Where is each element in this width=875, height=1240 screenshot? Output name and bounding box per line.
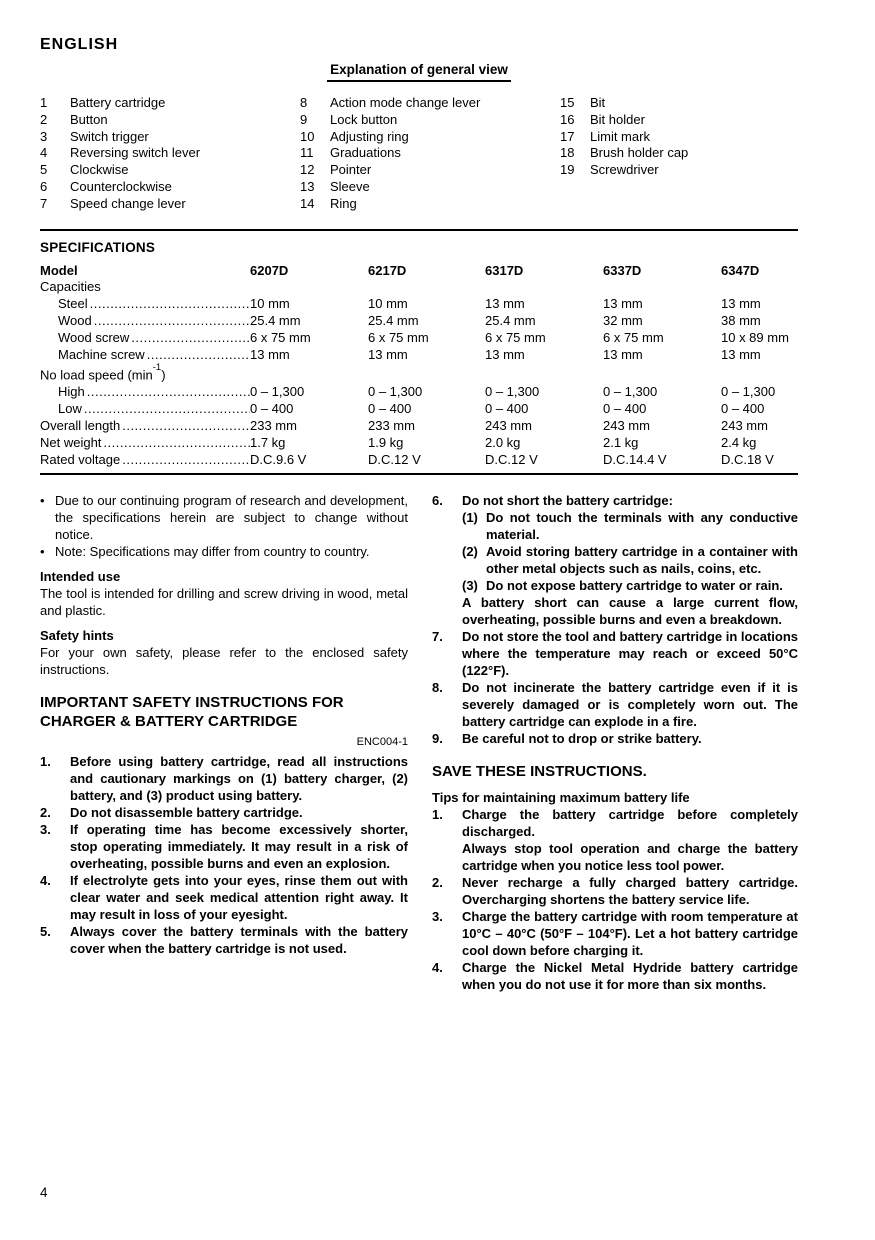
spec-value: 0 – 400 [603,401,647,417]
sub-item-number: (3) [462,577,478,593]
spec-row-label [40,418,250,435]
legend-label: Ring [330,195,357,211]
spec-row [40,296,798,313]
spec-row [40,418,798,435]
legend-number: 13 [300,178,315,194]
spec-value: 25.4 mm [368,313,419,329]
legend-item [300,162,560,179]
spec-value: 6 x 75 mm [250,330,311,346]
numbered-item [40,821,408,872]
item-body [70,804,408,821]
spec-row [40,401,798,418]
legend-number: 7 [40,195,48,211]
spec-row-label [40,263,250,280]
legend-column [300,95,560,213]
spec-value: 10 mm [368,296,408,312]
legend-label: Bit [590,95,606,110]
spec-label-text: High [58,384,85,400]
section-heading: SAVE THESE INSTRUCTIONS. [432,762,647,780]
spec-label-text: Steel [58,296,88,312]
spec-row-label [40,401,250,418]
item-body [70,821,408,872]
legend-item [560,112,798,129]
spec-value: 2.4 kg [721,434,757,450]
bullet-icon: • [40,543,45,559]
legend-item [300,145,560,162]
spec-row-label [40,330,250,347]
legend-item [40,179,300,196]
legend-item [40,129,300,146]
spec-value: 25.4 mm [485,313,536,329]
spec-value: 243 mm [485,418,532,434]
item-paragraph: Never recharge a fully charged battery cartridge. Overcharging shortens the battery service life. [462,874,798,907]
spec-value: 2.0 kg [485,434,521,450]
item-body [462,874,798,908]
numbered-item [40,872,408,923]
legend-label: Switch trigger [70,128,149,144]
numbered-item [432,908,798,959]
legend-label: Brush holder cap [590,145,689,161]
spec-value: 10 x 89 mm [721,330,789,346]
legend-item [40,145,300,162]
item-number: 1. [432,806,443,822]
spec-value: 243 mm [603,418,650,434]
spec-value: 10 mm [250,296,290,312]
legend-label: Lock button [330,111,398,127]
legend-item [300,129,560,146]
page-number: 4 [40,1185,48,1200]
general-view-title-row [40,61,798,82]
item-body [462,806,798,874]
legend-item [300,179,560,196]
spec-value: 243 mm [721,418,768,434]
spec-row-label [40,452,250,469]
specifications-table [40,263,798,469]
spec-value: 0 – 400 [485,401,529,417]
spec-value: 0 – 400 [368,401,412,417]
spec-row-label [40,313,250,330]
legend-column [560,95,798,213]
spec-model-name: 6217D [368,262,407,278]
spec-value: 13 mm [603,296,643,312]
spec-value: D.C.12 V [485,451,538,467]
item-number: 7. [432,628,443,644]
item-body [462,730,798,747]
spec-label-superscript: -1 [152,361,162,373]
spec-row [40,330,798,347]
left-column [40,492,408,993]
spec-value: 32 mm [603,313,643,329]
spec-label-text: Wood [58,313,92,329]
item-number: 2. [40,804,51,820]
legend-number: 15 [560,95,575,110]
spec-value: 0 – 1,300 [721,384,776,400]
spec-label-text: Overall length [40,418,121,434]
spec-header-row [40,263,798,280]
legend-item [300,95,560,112]
dot-leader [90,296,250,313]
item-number: 1. [40,753,51,769]
sub-item [462,509,798,543]
spec-label-text: Machine screw [58,347,145,363]
dot-leader [84,401,250,418]
legend-number: 12 [300,162,315,178]
numbered-item [432,628,798,679]
spec-value: 13 mm [603,347,643,363]
legend-item [560,129,798,146]
spec-value: 0 – 1,300 [603,384,658,400]
legend-label: Sleeve [330,178,370,194]
numbered-item [432,806,798,874]
item-body [462,492,798,628]
bullet-text: Note: Specifications may differ from country to country. [55,543,370,559]
spec-model-name: 6317D [485,262,524,278]
spec-row-label [40,296,250,313]
item-body [462,908,798,959]
legend-label: Speed change lever [70,195,186,211]
item-paragraph: Charge the battery cartridge with room temperature at 10°C – 40°C (50°F – 104°F). Let a hot battery cartridge cool down before charging it. [462,908,798,958]
item-number: 2. [432,874,443,890]
specifications-heading: SPECIFICATIONS [40,239,156,255]
dot-leader [103,435,250,452]
spec-value: 6 x 75 mm [603,330,664,346]
item-number: 4. [432,959,443,975]
legend-number: 19 [560,162,575,178]
bullet-list [40,492,408,560]
body-columns [40,492,798,993]
legend-number: 16 [560,111,575,127]
item-paragraph: Be careful not to drop or strike battery. [462,730,702,746]
item-body [462,679,798,730]
numbered-item [432,959,798,993]
spec-row [40,279,798,296]
spec-label-text: Low [58,401,82,417]
horizontal-divider [40,229,798,231]
legend-label: Limit mark [590,128,650,144]
numbered-item [432,730,798,747]
spec-value: 0 – 1,300 [250,384,305,400]
legend-number: 6 [40,178,48,194]
item-body [462,628,798,679]
spec-value: 25.4 mm [250,313,301,329]
item-number: 3. [40,821,51,837]
spec-model-name: 6347D [721,262,760,278]
spec-row-label [40,384,250,401]
legend-label: Button [70,111,108,127]
legend-number: 18 [560,145,575,161]
numbered-item [40,804,408,821]
spec-row-label [40,347,250,364]
numbered-item [432,492,798,628]
legend-label: Screwdriver [590,162,659,178]
spec-label-text: Capacities [40,279,101,295]
spec-model-name: 6337D [603,262,642,278]
numbered-item [40,923,408,957]
legend-number: 4 [40,145,48,161]
spec-label-text: Model [40,262,78,278]
item-paragraph: A battery short can cause a large current flow, overheating, possible burns and even a breakdown. [462,594,798,627]
item-number: 8. [432,679,443,695]
document-code: ENC004-1 [356,735,408,748]
item-number: 9. [432,730,443,746]
spec-value: 1.7 kg [250,434,286,450]
spec-value: 13 mm [485,296,525,312]
section-heading: IMPORTANT SAFETY INSTRUCTIONS FOR CHARGER & BATTERY CARTRIDGE [40,693,344,730]
legend-number: 14 [300,195,315,211]
numbered-item [40,753,408,804]
item-paragraph: Always cover the battery terminals with the battery cover when the battery cartridge is not used. [70,923,408,956]
legend-label: Action mode change lever [330,95,481,110]
spec-value: 0 – 400 [721,401,765,417]
item-body [70,753,408,804]
numbered-list [40,753,408,957]
item-paragraph: Do not short the battery cartridge: [462,492,673,508]
dot-leader [122,452,250,469]
spec-value: 13 mm [721,296,761,312]
spec-value: D.C.9.6 V [250,451,307,467]
legend-label: Adjusting ring [330,128,409,144]
spec-label-text: Wood screw [58,330,130,346]
spec-value: 233 mm [368,418,415,434]
spec-value: D.C.18 V [721,451,774,467]
general-view-legend [40,95,798,213]
spec-value: 0 – 1,300 [368,384,423,400]
sub-item-number: (1) [462,509,478,525]
legend-number: 2 [40,111,48,127]
general-view-title: Explanation of general view [327,62,511,82]
spec-value: D.C.14.4 V [603,451,667,467]
item-number: 6. [432,492,443,508]
legend-label: Reversing switch lever [70,145,201,161]
legend-label: Pointer [330,162,372,178]
item-paragraph: If operating time has become excessively shorter, stop operating immediately. It may result in a risk of overheating, possible burns and even an explosion. [70,821,408,871]
legend-item [560,145,798,162]
item-body [70,923,408,957]
legend-number: 17 [560,128,575,144]
bullet-list-item [40,492,408,543]
legend-number: 11 [300,145,314,161]
bullet-icon: • [40,492,45,508]
legend-item [40,196,300,213]
legend-number: 5 [40,162,48,178]
spec-value: 13 mm [250,347,290,363]
numbered-item [432,874,798,908]
spec-value: 13 mm [485,347,525,363]
legend-label: Clockwise [70,162,129,178]
item-paragraph: Do not disassemble battery cartridge. [70,804,303,820]
item-number: 4. [40,872,51,888]
item-paragraph: Do not incinerate the battery cartridge even if it is severely damaged or is completely worn out. The battery cartridge can explode in a fire. [462,679,798,729]
item-body [462,959,798,993]
spec-label-text: No load speed $(\min^{-1})$ [40,361,166,383]
spec-row-label [40,361,798,384]
dot-leader [122,418,250,435]
spec-row [40,313,798,330]
spec-label-text: Rated voltage [40,451,121,467]
item-number: 5. [40,923,51,939]
legend-number: 9 [300,111,308,127]
legend-item [300,112,560,129]
sub-item-text: Do not expose battery cartridge to water or rain. [486,577,783,593]
dot-leader [131,330,250,347]
dot-leader [147,347,250,364]
legend-item [40,95,300,112]
legend-item [560,162,798,179]
language-heading: ENGLISH [40,36,119,53]
item-paragraph: If electrolyte gets into your eyes, rinse them out with clear water and seek medical attention right away. It may result in loss of your eyesight. [70,872,408,922]
sub-item [462,543,798,577]
subsection-heading: Safety hints [40,627,114,643]
legend-label: Graduations [330,145,401,161]
item-number: 3. [432,908,443,924]
subsection-heading: Intended use [40,568,121,584]
spec-row [40,384,798,401]
right-column [432,492,798,993]
spec-row [40,452,798,469]
item-paragraph: Charge the battery cartridge before completely discharged. [462,806,798,839]
spec-row [40,435,798,452]
legend-number: 10 [300,128,315,144]
paragraph: The tool is intended for drilling and screw driving in wood, metal and plastic. [40,585,408,618]
item-paragraph: Always stop tool operation and charge the battery cartridge when you notice less tool power. [462,840,798,873]
spec-model-name: 6207D [250,262,289,278]
numbered-item [432,679,798,730]
legend-item [560,95,798,112]
legend-item [40,112,300,129]
bullet-text: Due to our continuing program of research and development, the specifications herein are subject to change without notice. [55,492,408,542]
legend-item [300,196,560,213]
spec-value: 0 – 400 [250,401,294,417]
spec-row-label [40,435,250,452]
spec-value: 6 x 75 mm [485,330,546,346]
spec-value: 38 mm [721,313,761,329]
dot-leader [94,313,250,330]
numbered-list [432,492,798,747]
spec-row-label [40,279,798,296]
legend-item [40,162,300,179]
spec-value: 1.9 kg [368,434,404,450]
spec-value: 6 x 75 mm [368,330,429,346]
legend-number: 8 [300,95,308,110]
sub-item [462,577,798,594]
spec-value: 0 – 1,300 [485,384,540,400]
legend-label: Battery cartridge [70,95,166,110]
item-paragraph: Charge the Nickel Metal Hydride battery cartridge when you do not use it for more than six months. [462,959,798,992]
legend-number: 3 [40,128,48,144]
dot-leader [87,384,250,401]
subsection-heading: Tips for maintaining maximum battery life [432,789,690,805]
spec-value: 2.1 kg [603,434,639,450]
sub-item-number: (2) [462,543,478,559]
item-body [70,872,408,923]
numbered-list [432,806,798,993]
item-paragraph: Before using battery cartridge, read all instructions and cautionary markings on (1) battery charger, (2) battery, and (3) product using battery. [70,753,408,803]
bullet-list-item [40,543,408,560]
spec-label-text: Net weight [40,434,102,450]
legend-label: Bit holder [590,111,645,127]
spec-value: 13 mm [721,347,761,363]
spec-value: 13 mm [368,347,408,363]
sub-item-text: Avoid storing battery cartridge in a container with other metal objects such as nails, coins, etc. [486,543,798,576]
legend-label: Counterclockwise [70,178,172,194]
item-paragraph: Do not store the tool and battery cartridge in locations where the temperature may reach or exceed 50°C (122°F). [462,628,798,678]
legend-column [40,95,300,213]
horizontal-divider [40,473,798,475]
legend-number: 1 [40,95,48,110]
sub-item-text: Do not touch the terminals with any conductive material. [486,509,798,542]
spec-row [40,361,798,384]
paragraph: For your own safety, please refer to the enclosed safety instructions. [40,644,408,677]
spec-value: D.C.12 V [368,451,421,467]
spec-value: 233 mm [250,418,297,434]
